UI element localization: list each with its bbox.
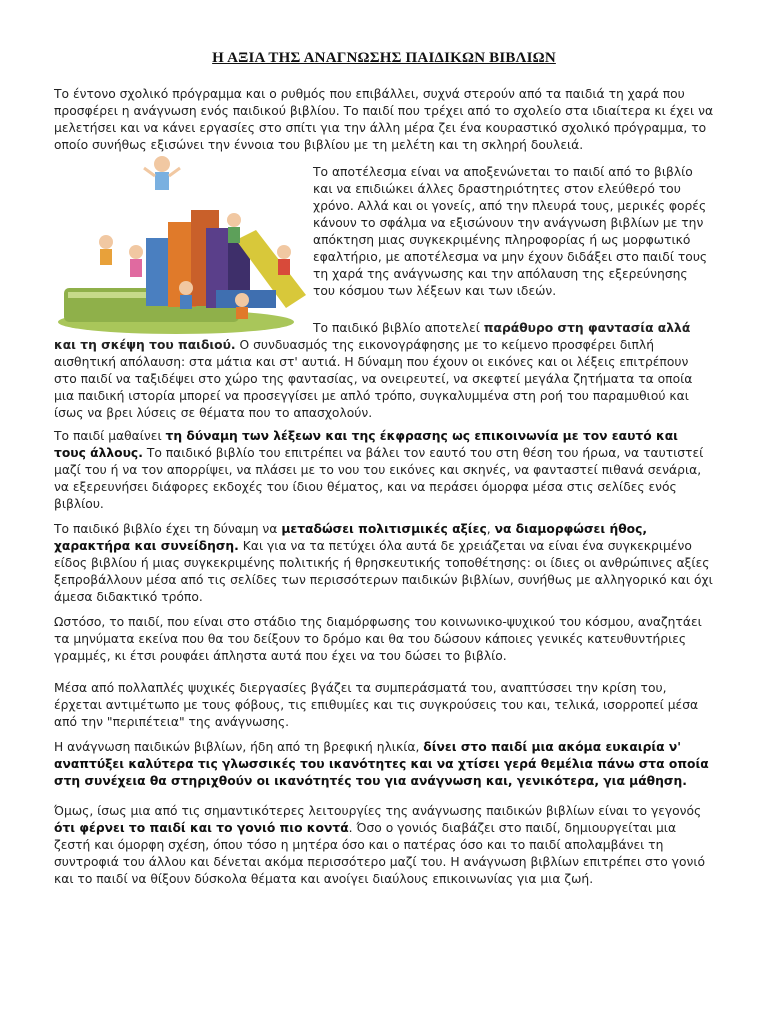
paragraph-processes: Μέσα από πολλαπλές ψυχικές διεργασίες βγάζει τα συμπεράσματά του, αναπτύσσει την κρίση του, έρχεται αντιμέτωπο με τους φόβους, τις επιθυμίες και τις συγκρούσεις του και, τελικά, ισορροπεί μέσα από την "περιπέτεια" της ανάγνωσης. <box>54 681 699 729</box>
document-title: Η ΑΞΙΑ ΤΗΣ ΑΝΑΓΝΩΣΗΣ ΠΑΙΔΙΚΩΝ ΒΙΒΛΙΩΝ <box>212 50 556 66</box>
child-figure <box>277 245 291 259</box>
paragraph-messages: Ωστόσο, το παιδί, που είναι στο στάδιο της διαμόρφωσης του κοινωνικο-ψυχικού του κόσμου, αναζητάει τα μηνύματα εκείνα που θα του δείξουν το δρόμο και θα του δώσουν κάποιες γενικές κατευθυντήριες γραμμές, κι έτσι ρουφάει άπληστα αυτά που έχει να του δώσει το βιβλίο. <box>54 615 702 663</box>
child-figure <box>235 293 249 307</box>
paragraph-result: Το αποτέλεσμα είναι να αποξενώνεται το παιδί από το βιβλίο και να επιδιώκει άλλες δραστηριότητες στον ελεύθερό του χρόνο. Αλλά και οι γονείς, από την πλευρά τους, μερικές φορές κάνουν το σφάλμα να εξισώνουν την ανάγνωση βιβλίων με την απόκτηση μιας συγκεκριμένης πληροφορίας ή ως μορφωτικό εφαλτήριο, με αποτέλεσμα να μην έχουν διδάξει στο παιδί τους τη χαρά της ανάγνωσης και την απόλαυση της εξερεύνησης του κόσμου των λέξεων και των ιδεών. <box>313 165 708 298</box>
children-books-illustration <box>56 150 306 335</box>
paragraph-infancy-reading: Η ανάγνωση παιδικών βιβλίων, ήδη από τη βρεφική ηλικία, δίνει στο παιδί μια ακόμα ευκαιρία ν' αναπτύξει καλύτερα τις γλωσσικές του ικανότητες και να χτίσει γερά θεμέλια πάνω στα οποία στη συνέχεια θα στηριχθούν οι ικανότητές του για ανάγνωση και, γενικότερα, για μάθηση. <box>54 740 709 788</box>
paragraph-intro: Το έντονο σχολικό πρόγραμμα και ο ρυθμός που επιβάλλει, συχνά στερούν από τα παιδιά τη χαρά που προσφέρει η ανάγνωση ενός παιδικού βιβλίου. Το παιδί που τρέχει από το σχολείο στα ιδιαίτερα κι έχει να μελετήσει και να κάνει εργασίες στο σπίτι για την άλλη μέρα ζει ένα κουραστικό σχολικό πρόγραμμα, το οποίο συνήθως εξισώνει την έννοια του βιβλίου με τη μελέτη και τη σκληρή δουλειά. <box>54 87 714 152</box>
child-figure <box>227 213 241 227</box>
child-figure <box>179 281 193 295</box>
paragraph-parent-child: Όμως, ίσως μια από τις σημαντικότερες λειτουργίες της ανάγνωσης παιδικών βιβλίων είναι το γεγονός ότι φέρνει το παιδί και το γονιό πιο κοντά. Όσο ο γονιός διαβάζει στο παιδί, δημιουργείται μια ζεστή και όμορφη σχέση, όπου τόσο η μητέρα όσο και ο πατέρας όσο και το παιδί απολαμβάνει τη συντροφιά του άλλου και δένεται ακόμα περισσότερο μαζί του. Η ανάγνωση βιβλίων επιτρέπει στο γονιό και το παιδί να θίξουν δύσκολα θέματα και ανοίγει διαύλους επικοινωνίας για μια ζωή. <box>54 804 706 886</box>
paragraph-window-start: Το παιδικό βιβλίο αποτελεί παράθυρο στη φαντασία αλλά και τη σκέψη του παιδιού. Ο συνδυασμός της εικονογράφησης με το κείμενο προσφέρει διπλή αισθητική απόλαυση: στα μάτια και στ' αυτιά. Η δύναμη που έχουν οι εικόνες και οι λέξεις επιτρέπουν στο παιδί να ταξιδέψει στο χώρο της φαντασίας, να ονειρευτεί, να σκεφτεί μεγάλα ζητήματα τα οποία μια παιδική ιστορία μπορεί να προσεγγίσει με απλό τρόπο, συγκαλυμμένα στη ροή του παραμυθιού και ίσως να βρει λύσεις σε θέματα που το απασχολούν. <box>54 321 693 420</box>
child-figure <box>129 245 143 259</box>
paragraph-cultural-values: Το παιδικό βιβλίο έχει τη δύναμη να μεταδώσει πολιτισμικές αξίες, να διαμορφώσει ήθος, χαρακτήρα και συνείδηση. Και για να τα πετύχει όλα αυτά δε χρειάζεται να είναι ένα συγκεκριμένο είδος βιβλίου ή μιας συγκεκριμένης πολιτικής ή θρησκευτικής τοποθέτησης: οι ίδιες οι ανθρώπινες αξίες ξεπροβάλλουν μέσα από τις σελίδες των περισσότερων παιδικών βιβλίων, συνήθως με αλληγορικό και όχι άμεσα διδακτικό τρόπο. <box>54 522 713 604</box>
child-figure <box>154 156 170 172</box>
paragraph-power-of-words: Το παιδί μαθαίνει τη δύναμη των λέξεων και της έκφρασης ως επικοινωνία με τον εαυτό και τους άλλους. Το παιδικό βιβλίο του επιτρέπει να βάλει τον εαυτό του στη θέση του ήρωα, να ταυτιστεί μαζί του ή να τον απορρίψει, να πλάσει με το νου του εικόνες και σκηνές, να φανταστεί πιθανά σενάρια, να εξερευνήσει διάφορες εκδοχές του ίδιου θέματος, και να περάσει όμορφα μέσα στις σελίδες ενός βιβλίου. <box>54 429 704 511</box>
child-figure <box>99 235 113 249</box>
